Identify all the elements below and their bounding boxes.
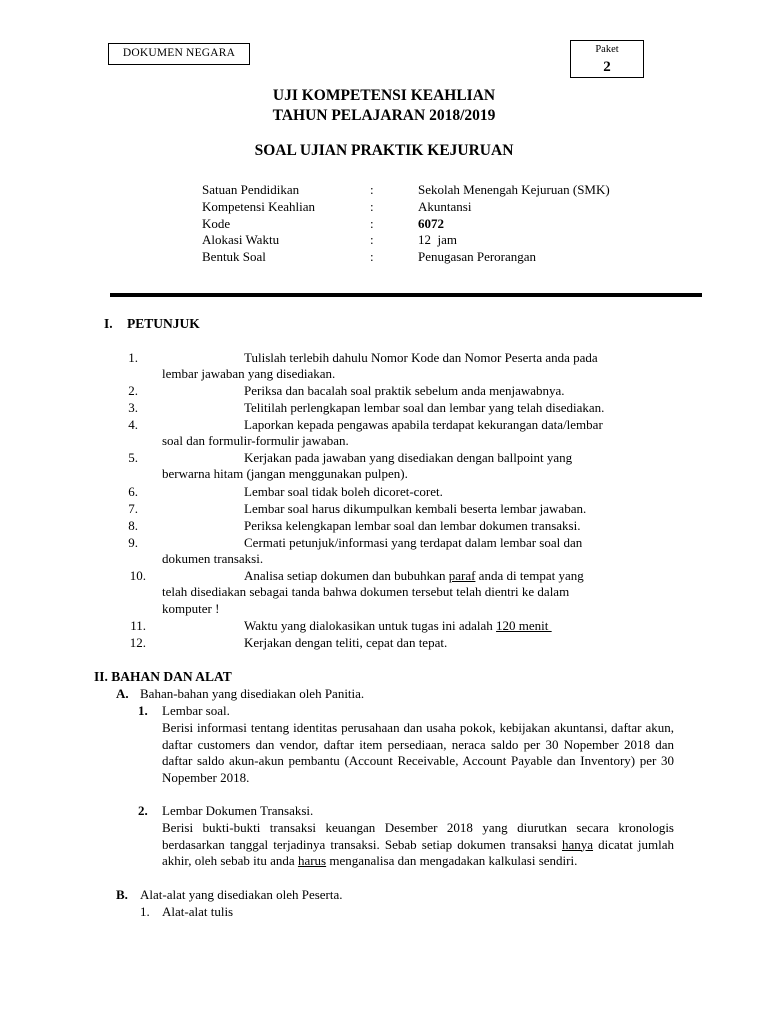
doc-label-text: DOKUMEN NEGARA <box>122 47 236 59</box>
petunjuk-item-text-cont: komputer ! <box>162 601 220 616</box>
petunjuk-item-text: Kerjakan pada jawaban yang disediakan dengan ballpoint yang <box>244 450 573 465</box>
paket-number: 2 <box>603 59 611 75</box>
info-value-kode: 6072 <box>418 216 444 231</box>
petunjuk-item-number: 12. <box>129 635 146 650</box>
petunjuk-item-text: Kerjakan dengan teliti, cepat dan tepat. <box>244 635 448 650</box>
info-label-bentuk: Bentuk Soal <box>202 249 266 264</box>
info-value-satuan: Sekolah Menengah Kejuruan (SMK) <box>418 182 610 197</box>
sub-b1-text: Alat-alat tulis <box>162 904 234 919</box>
petunjuk-item-text-cont: dokumen transaksi. <box>162 551 264 566</box>
info-colon: : <box>370 216 374 231</box>
text-run: menganalisa dan mengadakan kalkulasi sendiri. <box>326 853 578 868</box>
petunjuk-item-text <box>244 618 552 635</box>
petunjuk-item-text <box>244 568 584 585</box>
petunjuk-item-text: Laporkan kepada pengawas apabila terdapat kekurangan data/lembar <box>244 417 603 432</box>
info-label-satuan: Satuan Pendidikan <box>202 182 300 197</box>
info-value-alokasi: 12 jam <box>418 232 457 247</box>
text-run: Berisi bukti-bukti transaksi keuangan Desember 2018 yang diurutkan secara kronologis berdasarkan tanggal terjadinya transaksi. Sebab setiap dokumen transaksi <box>162 820 674 852</box>
section-1-number: I. <box>104 316 113 331</box>
petunjuk-item-text-cont: soal dan formulir-formulir jawaban. <box>162 433 349 448</box>
petunjuk-item-number: 6. <box>128 484 138 499</box>
sub-b-label: B. <box>116 887 128 902</box>
petunjuk-item-text-cont: lembar jawaban yang disediakan. <box>162 366 336 381</box>
petunjuk-item-text: Periksa kelengkapan lembar soal dan lembar dokumen transaksi. <box>244 518 581 533</box>
paket-box <box>570 40 644 78</box>
petunjuk-item-number: 7. <box>128 501 138 516</box>
text-run: Analisa setiap dokumen dan bubuhkan <box>244 568 449 583</box>
sub-a-label: A. <box>116 686 129 701</box>
info-colon: : <box>370 182 374 197</box>
petunjuk-item-number: 3. <box>128 400 138 415</box>
petunjuk-item-text-cont: berwarna hitam (jangan menggunakan pulpen). <box>162 466 408 481</box>
title-line-3: SOAL UJIAN PRAKTIK KEJURUAN <box>254 142 514 159</box>
underlined-text: harus <box>297 853 327 868</box>
document-classification-label <box>108 43 250 65</box>
sub-a2-body <box>162 820 674 870</box>
info-value-kompetensi: Akuntansi <box>418 199 472 214</box>
info-value-bentuk: Penugasan Perorangan <box>418 249 537 264</box>
underlined-text: hanya <box>561 836 594 852</box>
title-line-1: UJI KOMPETENSI KEAHLIAN <box>272 87 496 104</box>
sub-a2-title: Lembar Dokumen Transaksi. <box>162 803 314 818</box>
petunjuk-item-text: Periksa dan bacalah soal praktik sebelum anda menjawabnya. <box>244 383 565 398</box>
petunjuk-item-number: 1. <box>128 350 138 365</box>
info-label-kompetensi: Kompetensi Keahlian <box>202 199 315 214</box>
sub-a1-title: Lembar soal. <box>162 703 230 718</box>
petunjuk-item-number: 11. <box>130 618 146 633</box>
petunjuk-item-number: 5. <box>128 450 138 465</box>
petunjuk-item-number: 4. <box>128 417 138 432</box>
petunjuk-item-number: 9. <box>128 535 138 550</box>
sub-a2-number: 2. <box>138 803 148 818</box>
petunjuk-item-text: Cermati petunjuk/informasi yang terdapat dalam lembar soal dan <box>244 535 583 550</box>
sub-b-text: Alat-alat yang disediakan oleh Peserta. <box>140 887 343 902</box>
petunjuk-item-text: Lembar soal tidak boleh dicoret-coret. <box>244 484 443 499</box>
section-2-heading: II. BAHAN DAN ALAT <box>94 669 232 684</box>
petunjuk-item-number: 2. <box>128 383 138 398</box>
sub-b1-number: 1. <box>140 904 150 919</box>
paket-label: Paket <box>595 44 619 55</box>
info-colon: : <box>370 249 374 264</box>
section-1-heading: PETUNJUK <box>127 316 200 331</box>
info-colon: : <box>370 199 374 214</box>
header-divider <box>110 293 702 297</box>
underlined-text: paraf <box>448 568 476 583</box>
text-run: dicatat jumlah akhir, oleh sebab itu anda <box>162 836 674 868</box>
underlined-text: 120 menit <box>496 618 552 633</box>
petunjuk-item-number: 8. <box>128 518 138 533</box>
sub-a-text: Bahan-bahan yang disediakan oleh Panitia. <box>140 686 365 701</box>
petunjuk-item-text: Lembar soal harus dikumpulkan kembali beserta lembar jawaban. <box>244 501 587 516</box>
sub-a1-body: Berisi informasi tentang identitas perusahaan dan usaha pokok, kebijakan akuntansi, daftar akun, daftar customers dan vendor, daftar item persediaan, neraca saldo per 30 Nopember 2018 dan daftar saldo akun-akun pembantu (Account Receivable, Account Payable dan Inventory) per 30 Nopember 2018. <box>162 720 674 785</box>
petunjuk-item-number: 10. <box>129 568 146 583</box>
info-colon: : <box>370 232 374 247</box>
petunjuk-item-text-cont: telah disediakan sebagai tanda bahwa dokumen tersebut telah dientri ke dalam <box>162 584 570 599</box>
petunjuk-item-text: Telitilah perlengkapan lembar soal dan lembar yang telah disediakan. <box>244 400 605 415</box>
info-label-kode: Kode <box>202 216 231 231</box>
text-run: anda di tempat yang <box>475 568 584 583</box>
info-label-alokasi: Alokasi Waktu <box>202 232 280 247</box>
title-line-2: TAHUN PELAJARAN 2018/2019 <box>272 107 496 124</box>
petunjuk-item-text: Tulislah terlebih dahulu Nomor Kode dan Nomor Peserta anda pada <box>244 350 598 365</box>
text-run: Waktu yang dialokasikan untuk tugas ini adalah <box>244 618 497 633</box>
sub-a1-number: 1. <box>138 703 148 718</box>
